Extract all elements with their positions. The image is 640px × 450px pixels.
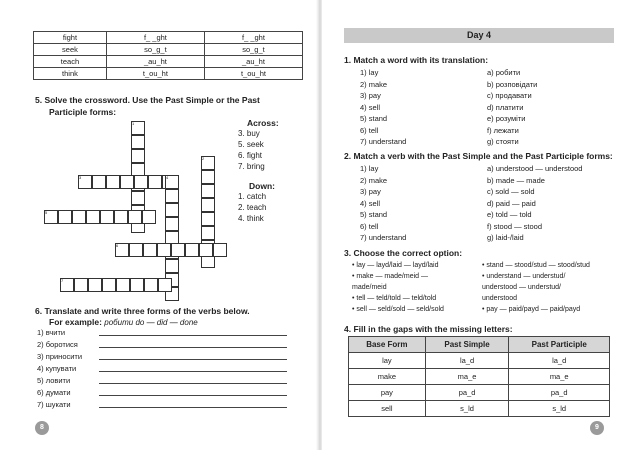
fill-verb: 5) ловити <box>37 376 71 385</box>
answer-line[interactable] <box>99 359 287 360</box>
example-label: For example: <box>49 317 102 327</box>
match-right-item: b) розповідати <box>487 79 538 89</box>
crossword-cell[interactable] <box>157 243 171 257</box>
missing-letters-table <box>348 336 610 417</box>
answer-line[interactable] <box>99 407 287 408</box>
across-title: Across: <box>247 118 279 128</box>
crossword-cell[interactable] <box>120 175 134 189</box>
down-title: Down: <box>249 181 275 191</box>
match-right-item: b) made — made <box>487 175 545 185</box>
answer-line[interactable] <box>99 395 287 396</box>
crossword-cell[interactable] <box>201 170 215 184</box>
fill-row <box>37 340 287 349</box>
crossword-number: 1 <box>132 121 135 126</box>
fill-row <box>37 352 287 361</box>
crossword-cell[interactable] <box>165 203 179 217</box>
option-line: made/meid <box>352 284 387 291</box>
match-right-item: c) продавати <box>487 91 532 100</box>
left-page <box>0 0 318 450</box>
day-header: Day 4 <box>344 28 614 43</box>
table-cell: _au_ht <box>106 56 204 68</box>
crossword-number: 7 <box>61 278 64 283</box>
table-cell: f_ _ght <box>204 32 302 44</box>
fill-row <box>37 328 287 337</box>
fill-verb: 7) шукати <box>37 400 71 409</box>
table-cell: teach <box>34 56 107 68</box>
match-right-item: f) лежати <box>487 125 519 135</box>
crossword-cell[interactable] <box>128 210 142 224</box>
exercise-5-title-line2: Participle forms: <box>49 107 117 117</box>
fill-row <box>37 388 287 397</box>
match-left-item: 1) lay <box>360 164 379 173</box>
table-row <box>349 401 610 417</box>
match-right-item: d) платити <box>487 102 524 112</box>
down-clue: 1. catch <box>238 192 267 201</box>
crossword-cell[interactable] <box>129 243 143 257</box>
page-number: 9 <box>590 421 604 435</box>
match-left-item: 3) pay <box>360 91 381 100</box>
table-cell: pa_d <box>425 385 509 401</box>
crossword-cell[interactable] <box>201 226 215 240</box>
table-cell: pa_d <box>509 385 610 401</box>
fill-row <box>37 376 287 385</box>
match-right-item: g) laid-/laid <box>487 233 524 242</box>
exercise-4-title: 4. Fill in the gaps with the missing letters: <box>344 324 513 334</box>
table-row <box>34 68 303 80</box>
match-right-item: a) робити <box>487 68 521 77</box>
match-left-item: 2) make <box>360 175 388 185</box>
page-number: 8 <box>35 421 49 435</box>
option-line: • lay — layd/laid — layd/laid <box>352 262 439 269</box>
match-right-item: e) розуміти <box>487 114 526 123</box>
table-cell: s_ld <box>425 401 509 417</box>
answer-line[interactable] <box>99 347 287 348</box>
across-clue: 3. buy <box>238 129 260 138</box>
match-left-item: 7) understand <box>360 233 407 242</box>
crossword-cell[interactable] <box>134 175 148 189</box>
across-clue: 6. fight <box>238 151 263 160</box>
fill-row <box>37 400 287 409</box>
crossword-cell[interactable] <box>201 212 215 226</box>
table-row <box>349 353 610 369</box>
crossword-cell[interactable] <box>142 210 156 224</box>
table-cell: sell <box>349 401 426 417</box>
right-page <box>322 0 640 450</box>
fill-verb: 1) вчити <box>37 328 66 337</box>
crossword-number: 2 <box>202 156 205 161</box>
option-line: • stand — stood/stud — stood/stud <box>482 262 590 269</box>
option-line: • pay — paid/payd — paid/payd <box>482 306 581 313</box>
fill-verb: 4) купувати <box>37 364 77 373</box>
table-row <box>34 56 303 68</box>
match-right-item: a) understood — understood <box>487 164 583 173</box>
crossword-cell[interactable] <box>131 135 145 149</box>
down-clue: 4. think <box>238 214 264 223</box>
exercise-2-title: 2. Match a verb with the Past Simple and the Past Participle forms: <box>344 151 613 161</box>
crossword-cell[interactable] <box>102 278 116 292</box>
crossword-cell[interactable] <box>158 278 172 292</box>
match-right-item: f) stood — stood <box>487 221 543 231</box>
crossword-cell[interactable] <box>88 278 102 292</box>
table-cell: fight <box>34 32 107 44</box>
match-left-item: 7) understand <box>360 137 407 146</box>
exercise-3-title: 3. Choose the correct option: <box>344 248 463 258</box>
crossword-cell[interactable] <box>72 210 86 224</box>
down-clue: 2. teach <box>238 203 267 212</box>
crossword-cell[interactable] <box>114 210 128 224</box>
crossword-cell[interactable] <box>116 278 130 292</box>
answer-line[interactable] <box>99 383 287 384</box>
table-cell: la_d <box>509 353 610 369</box>
crossword-cell[interactable] <box>148 175 162 189</box>
crossword-cell[interactable] <box>74 278 88 292</box>
exercise-5-title-line1: 5. Solve the crossword. Use the Past Simple or the Past <box>35 95 260 105</box>
crossword-number: 4 <box>166 175 169 180</box>
crossword-cell[interactable] <box>144 278 158 292</box>
match-right-item: e) told — told <box>487 210 532 219</box>
fill-verb: 3) приносити <box>37 352 83 361</box>
exercise-6-example <box>49 317 198 328</box>
crossword-cell[interactable] <box>199 243 213 257</box>
exercise-1-title: 1. Match a word with its translation: <box>344 55 489 65</box>
crossword-cell[interactable] <box>131 191 145 205</box>
match-left-item: 4) sell <box>360 198 381 208</box>
match-right-item: d) paid — paid <box>487 198 536 208</box>
table-cell: ma_e <box>509 369 610 385</box>
match-left-item: 1) lay <box>360 68 379 77</box>
table-cell: t_ou_ht <box>106 68 204 80</box>
crossword-cell[interactable] <box>130 278 144 292</box>
table-cell: f_ _ght <box>106 32 204 44</box>
crossword-cell[interactable] <box>213 243 227 257</box>
crossword-cell[interactable] <box>185 243 199 257</box>
table-cell: ma_e <box>425 369 509 385</box>
exercise-6-title: 6. Translate and write three forms of the verbs below. <box>35 306 250 316</box>
crossword-cell[interactable] <box>106 175 120 189</box>
crossword-cell[interactable] <box>165 217 179 231</box>
match-left-item: 4) sell <box>360 102 381 112</box>
match-right-item: g) стояти <box>487 137 519 146</box>
crossword-cell[interactable] <box>131 149 145 163</box>
table-row <box>349 369 610 385</box>
answer-line[interactable] <box>99 371 287 372</box>
fill-row <box>37 364 287 373</box>
verb-forms-table <box>33 31 303 80</box>
table-cell: s_ld <box>509 401 610 417</box>
table-cell: make <box>349 369 426 385</box>
table-cell: so_g_t <box>106 44 204 56</box>
crossword-cell[interactable] <box>143 243 157 257</box>
table-cell: la_d <box>425 353 509 369</box>
match-left-item: 5) stand <box>360 210 388 219</box>
table-header: Base Form <box>349 337 426 353</box>
crossword-cell[interactable] <box>86 210 100 224</box>
match-left-item: 6) tell <box>360 221 379 231</box>
crossword-cell[interactable] <box>100 210 114 224</box>
option-line: • understand — understud/ <box>482 273 566 280</box>
option-line: • make — made/meid — <box>352 273 428 280</box>
fill-verb: 2) боротися <box>37 340 78 349</box>
table-row <box>349 385 610 401</box>
table-cell: so_g_t <box>204 44 302 56</box>
crossword-cell[interactable] <box>58 210 72 224</box>
table-row <box>34 44 303 56</box>
match-left-item: 3) pay <box>360 187 381 196</box>
crossword-cell[interactable] <box>201 198 215 212</box>
match-right-item: c) sold — sold <box>487 187 535 196</box>
crossword-cell[interactable] <box>92 175 106 189</box>
table-cell: pay <box>349 385 426 401</box>
match-left-item: 5) stand <box>360 114 388 123</box>
crossword-cell[interactable] <box>165 189 179 203</box>
match-left-item: 6) tell <box>360 125 379 135</box>
crossword-number: 5 <box>45 210 48 215</box>
option-line: • sell — seld/sold — seld/sold <box>352 306 444 313</box>
crossword-number: 6 <box>116 243 119 248</box>
crossword-number: 3 <box>79 175 82 180</box>
crossword-cell[interactable] <box>171 243 185 257</box>
match-left-item: 2) make <box>360 79 388 89</box>
option-line: understood — understud/ <box>482 284 561 291</box>
table-cell: seek <box>34 44 107 56</box>
table-header: Past Simple <box>425 337 509 353</box>
crossword-cell[interactable] <box>165 259 179 273</box>
table-header: Past Participle <box>509 337 610 353</box>
across-clue: 7. bring <box>238 162 265 171</box>
across-clue: 5. seek <box>238 140 264 149</box>
table-cell: lay <box>349 353 426 369</box>
example-text: робити do — did — done <box>104 318 198 327</box>
table-cell: think <box>34 68 107 80</box>
fill-verb: 6) думати <box>37 388 71 397</box>
table-row <box>34 32 303 44</box>
table-cell: t_ou_ht <box>204 68 302 80</box>
option-line: understood <box>482 295 518 302</box>
crossword-cell[interactable] <box>201 184 215 198</box>
answer-line[interactable] <box>99 335 287 336</box>
option-line: • tell — teld/told — teld/told <box>352 295 437 302</box>
table-cell: _au_ht <box>204 56 302 68</box>
